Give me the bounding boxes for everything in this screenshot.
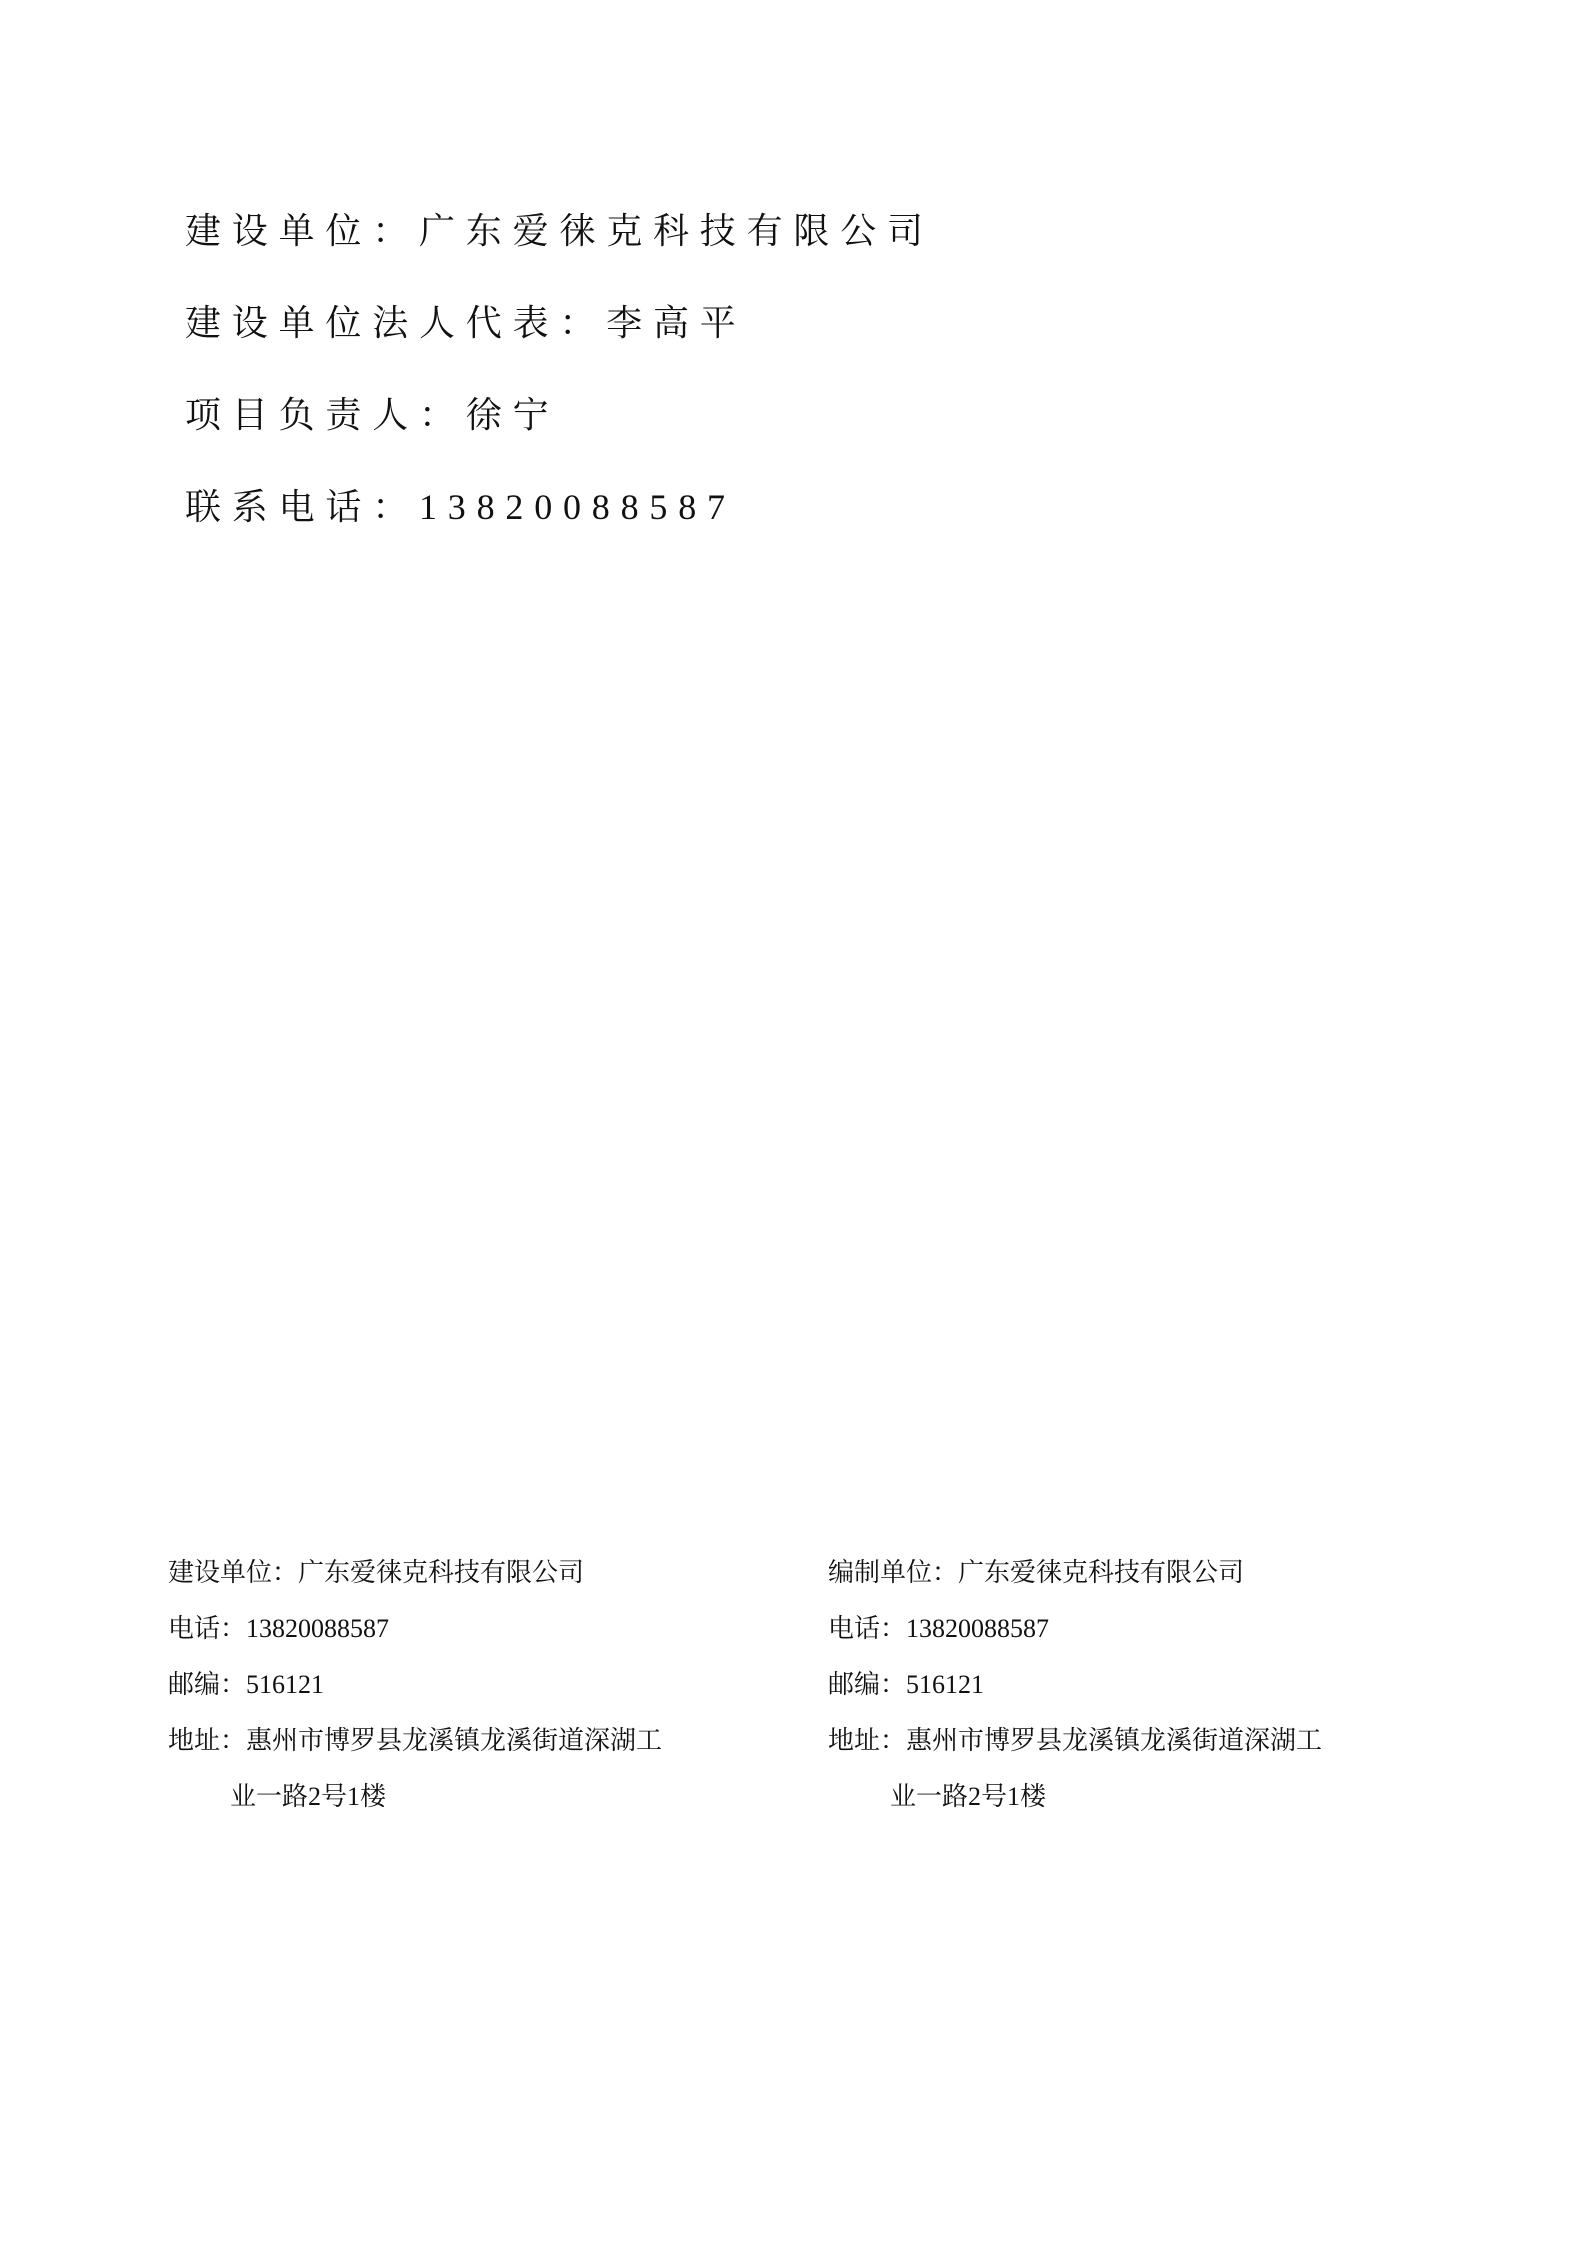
contact-phone-line: 联系电话：13820088587 bbox=[185, 487, 736, 527]
project-info-block bbox=[185, 185, 1385, 553]
right-address-first-line: 地址：惠州市博罗县龙溪镇龙溪街道深湖工 bbox=[828, 1726, 1323, 1755]
left-address-second-line: 业一路2号1楼 bbox=[230, 1782, 387, 1811]
left-postcode: 邮编：516121 bbox=[168, 1670, 325, 1699]
right-phone: 电话：13820088587 bbox=[828, 1614, 1050, 1643]
right-preparation-unit: 编制单位：广东爱徕克科技有限公司 bbox=[828, 1558, 1245, 1587]
right-postcode: 邮编：516121 bbox=[828, 1670, 985, 1699]
construction-unit-line: 建设单位：广东爱徕克科技有限公司 bbox=[185, 211, 934, 251]
legal-representative-line: 建设单位法人代表：李高平 bbox=[185, 303, 747, 343]
project-manager-line: 项目负责人：徐宁 bbox=[185, 395, 560, 435]
left-construction-unit: 建设单位：广东爱徕克科技有限公司 bbox=[168, 1558, 585, 1587]
left-phone: 电话：13820088587 bbox=[168, 1614, 390, 1643]
left-address-first-line: 地址：惠州市博罗县龙溪镇龙溪街道深湖工 bbox=[168, 1726, 663, 1755]
right-address-second-line: 业一路2号1楼 bbox=[890, 1782, 1047, 1811]
right-address bbox=[828, 1713, 1428, 1825]
footer-right-column bbox=[828, 1545, 1428, 1825]
left-address bbox=[168, 1713, 768, 1825]
footer-left-column bbox=[168, 1545, 768, 1825]
footer-contact-block bbox=[168, 1545, 1428, 1825]
